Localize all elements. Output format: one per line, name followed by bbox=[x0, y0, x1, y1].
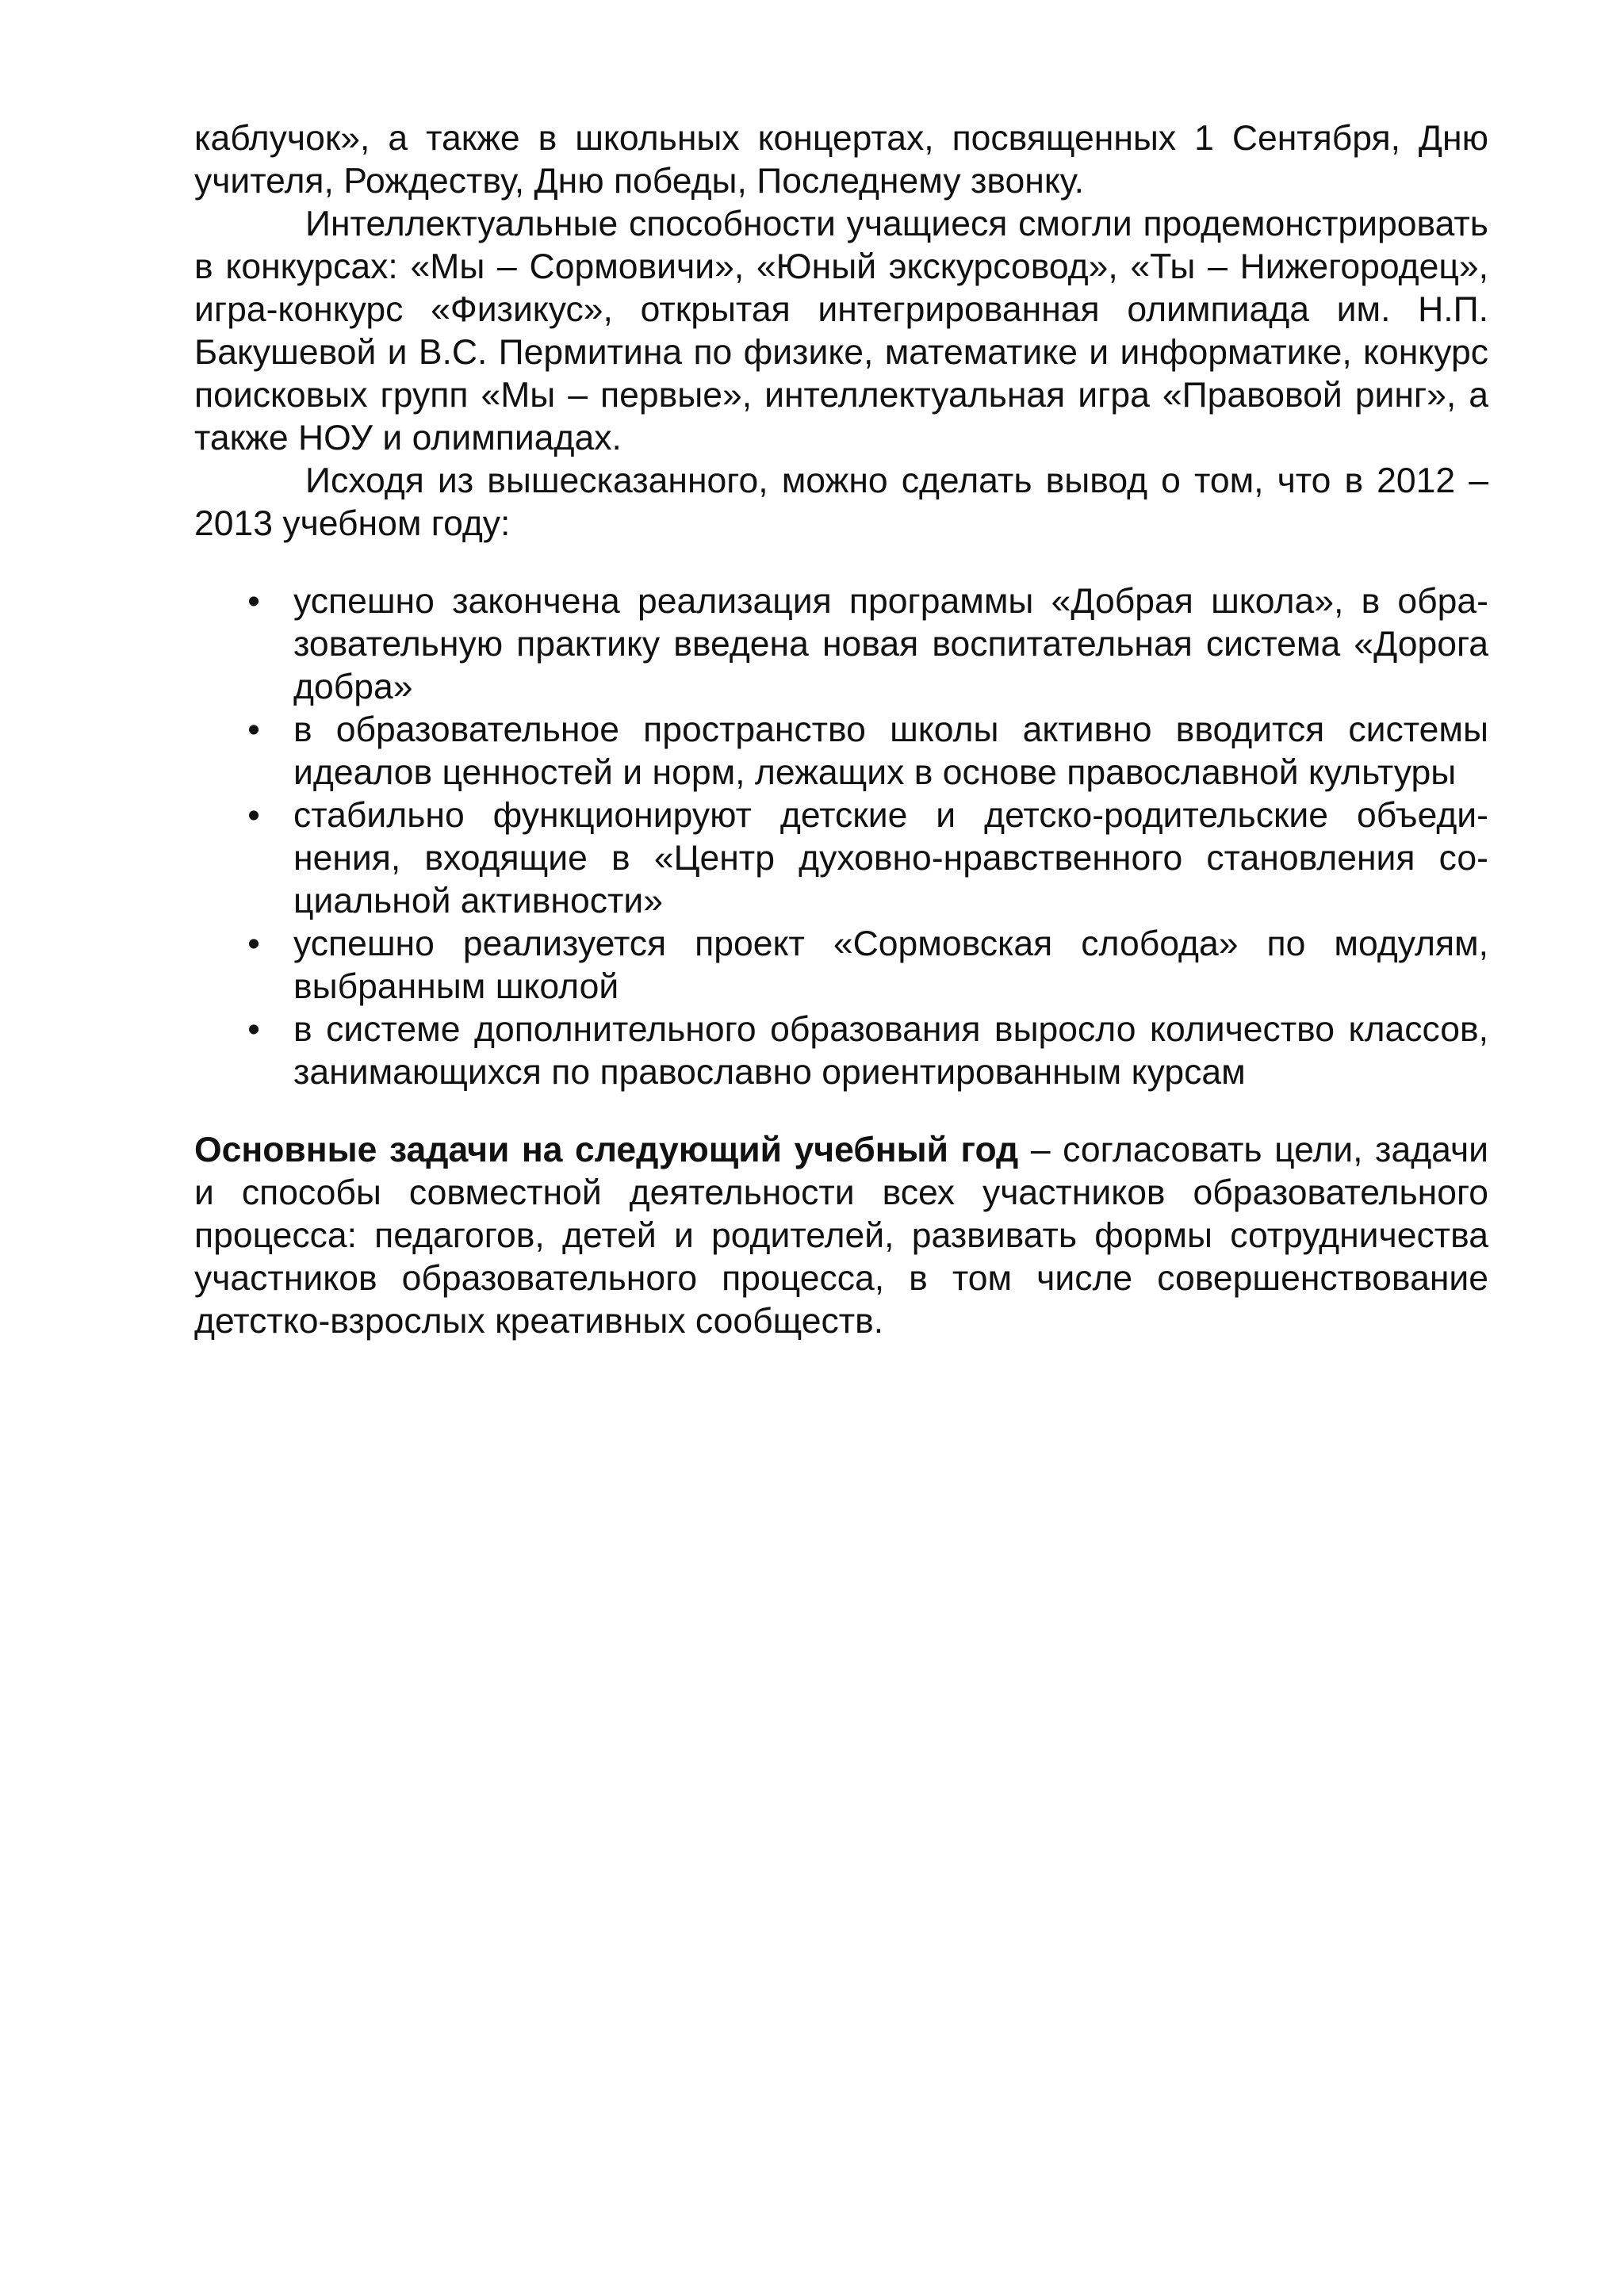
paragraph-conclusion-intro: Исходя из вышесказанного, можно сделать вывод о том, что в 2012 – 2013 учебном году: bbox=[194, 461, 1488, 543]
bullet-icon: • bbox=[247, 710, 260, 749]
paragraph-intellectual-contests: Интеллектуальные способности учащиеся смогли продемонстрировать в конкурсах: «Мы – Сормовичи», «Юный экскурсовод», «Ты – Нижегородец», игра-конкурс «Физикус», открытая интегрированная олимпиада им. Н.П. Бакушевой и В.С. Пермитина по физике, математике и информатике, конкурс поисковых групп «Мы – первые», интеллектуальная игра «Правовой ринг», а также НОУ и олимпиадах. bbox=[194, 205, 1488, 457]
list-item-text: в образовательное пространство школы активно вводится системы идеалов ценностей и норм, лежащих в основе православной культуры bbox=[293, 710, 1488, 792]
document-page bbox=[194, 117, 1488, 1343]
tasks-heading: Основные задачи на следующий учебный год bbox=[194, 1131, 1019, 1169]
list-item bbox=[194, 709, 1488, 794]
bullet-icon: • bbox=[247, 1010, 260, 1049]
list-item-text: в системе дополнительного образования выросло количество классов, занимающихся по православно ориентированным курсам bbox=[293, 1010, 1488, 1092]
bullet-icon: • bbox=[247, 582, 260, 621]
list-item-text: стабильно функционируют детские и детско-родительские объединения, входящие в «Центр духовно-нравственного становления социальной активности» bbox=[293, 796, 1488, 920]
paragraph-activities: каблучок», а также в школьных концертах, посвященных 1 Сентября, Дню учителя, Рождеству, Дню победы, Последнему звонку. bbox=[194, 119, 1488, 201]
list-item bbox=[194, 580, 1488, 709]
list-item-text: успешно закончена реализация программы «Добрая школа», в образовательную практику введена новая воспитательная система «Дорога добра» bbox=[293, 582, 1488, 706]
list-item bbox=[194, 1008, 1488, 1094]
tasks-text: – согласовать цели, задачи и способы совместной деятельности всех участников образовательного процесса: педагогов, детей и родителей, развивать формы сотрудничества участников образовательного процесса, в том числе совершенствование детстко-взрослых креативных сообществ. bbox=[194, 1131, 1488, 1341]
conclusions-list bbox=[194, 580, 1488, 1094]
bullet-icon: • bbox=[247, 796, 260, 835]
paragraph-next-year-tasks bbox=[194, 1129, 1488, 1343]
bullet-icon: • bbox=[247, 924, 260, 963]
list-item bbox=[194, 794, 1488, 923]
list-item-text: успешно реализуется проект «Сормовская слобода» по модулям, выбранным школой bbox=[293, 924, 1488, 1006]
list-item bbox=[194, 923, 1488, 1008]
